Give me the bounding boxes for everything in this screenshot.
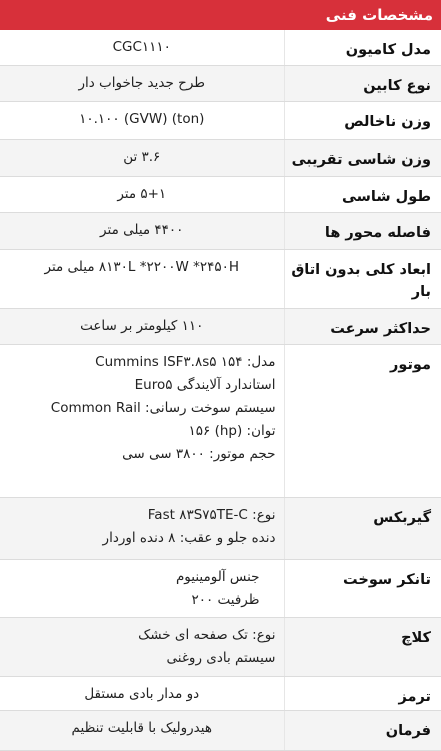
row-value (0, 308, 284, 344)
value-line: ۴۴۰۰ میلی متر (100, 221, 184, 238)
table-row (0, 617, 441, 676)
value-line: ۵+۱ متر (117, 185, 167, 202)
table-row (0, 497, 441, 559)
value-line: ۳.۶ تن (123, 148, 161, 165)
value-line: سیستم سوخت رسانی: Common Rail (50, 399, 276, 416)
row-label: مدل کامیون (284, 30, 441, 65)
row-value (0, 30, 284, 65)
table-row (0, 559, 441, 617)
value-line: دنده جلو و عقب: ۸ دنده اوردار (102, 529, 276, 546)
value-line: ۱۱۰ کیلومتر بر ساعت (80, 317, 204, 334)
value-line: استاندارد آلایندگی Euro۵ (134, 376, 276, 393)
value-line: سیستم بادی روغنی (166, 649, 276, 666)
row-label: نوع کابین (284, 65, 441, 101)
value-line: (ton) (GVW) ۱۰.۱۰۰ (79, 110, 205, 127)
value-line: ظرفیت ۲۰۰ (191, 591, 260, 608)
table-row (0, 249, 441, 308)
row-label: ترمز (284, 676, 441, 710)
table-row (0, 65, 441, 101)
value-line: نوع: تک صفحه ای خشک (138, 626, 276, 643)
row-value (0, 344, 284, 497)
table-row (0, 710, 441, 750)
row-label: گیربکس (284, 497, 441, 559)
value-line: نوع: Fast ۸۳S۷۵TE-C (147, 506, 276, 523)
row-value (0, 497, 284, 559)
row-label: موتور (284, 344, 441, 497)
row-label: ابعاد کلی بدون اتاق بار (284, 249, 441, 308)
row-label: فرمان (284, 710, 441, 750)
table-row (0, 139, 441, 176)
table-row (0, 676, 441, 710)
row-label: حداکثر سرعت (284, 308, 441, 344)
table-row (0, 176, 441, 212)
value-line: دو مدار بادی مستقل (84, 685, 200, 702)
row-value (0, 249, 284, 308)
row-label: کلاچ (284, 617, 441, 676)
row-label: وزن ناخالص (284, 101, 441, 139)
row-value (0, 65, 284, 101)
spec-table (0, 30, 441, 751)
row-value (0, 139, 284, 176)
spec-header (0, 0, 441, 30)
row-value (0, 676, 284, 710)
table-row (0, 212, 441, 249)
value-line: ۸۱۳۰L *۲۲۰۰W *۲۴۵۰H میلی متر (44, 258, 239, 275)
row-value (0, 176, 284, 212)
row-value (0, 212, 284, 249)
value-line: مدل: Cummins ISF۳.۸s۵ ۱۵۴ (95, 353, 276, 370)
table-row (0, 308, 441, 344)
spec-title: مشخصات فنی (325, 6, 433, 24)
value-line: طرح جدید جاخواب دار (78, 74, 206, 91)
value-line: CGC۱۱۱۰ (112, 39, 171, 55)
row-label: وزن شاسی تقریبی (284, 139, 441, 176)
value-line: حجم موتور: ۳۸۰۰ سی سی (122, 445, 276, 462)
row-label: فاصله محور ها (284, 212, 441, 249)
row-value (0, 617, 284, 676)
row-value (0, 559, 284, 617)
table-row (0, 344, 441, 497)
table-row (0, 101, 441, 139)
row-value (0, 710, 284, 750)
value-line: توان: (hp) ۱۵۶ (188, 422, 276, 439)
row-label: تانکر سوخت (284, 559, 441, 617)
value-line: جنس آلومینیوم (175, 568, 260, 585)
value-line: هیدرولیک با قابلیت تنظیم (71, 719, 212, 736)
row-label: طول شاسی (284, 176, 441, 212)
row-value (0, 101, 284, 139)
table-row (0, 30, 441, 65)
